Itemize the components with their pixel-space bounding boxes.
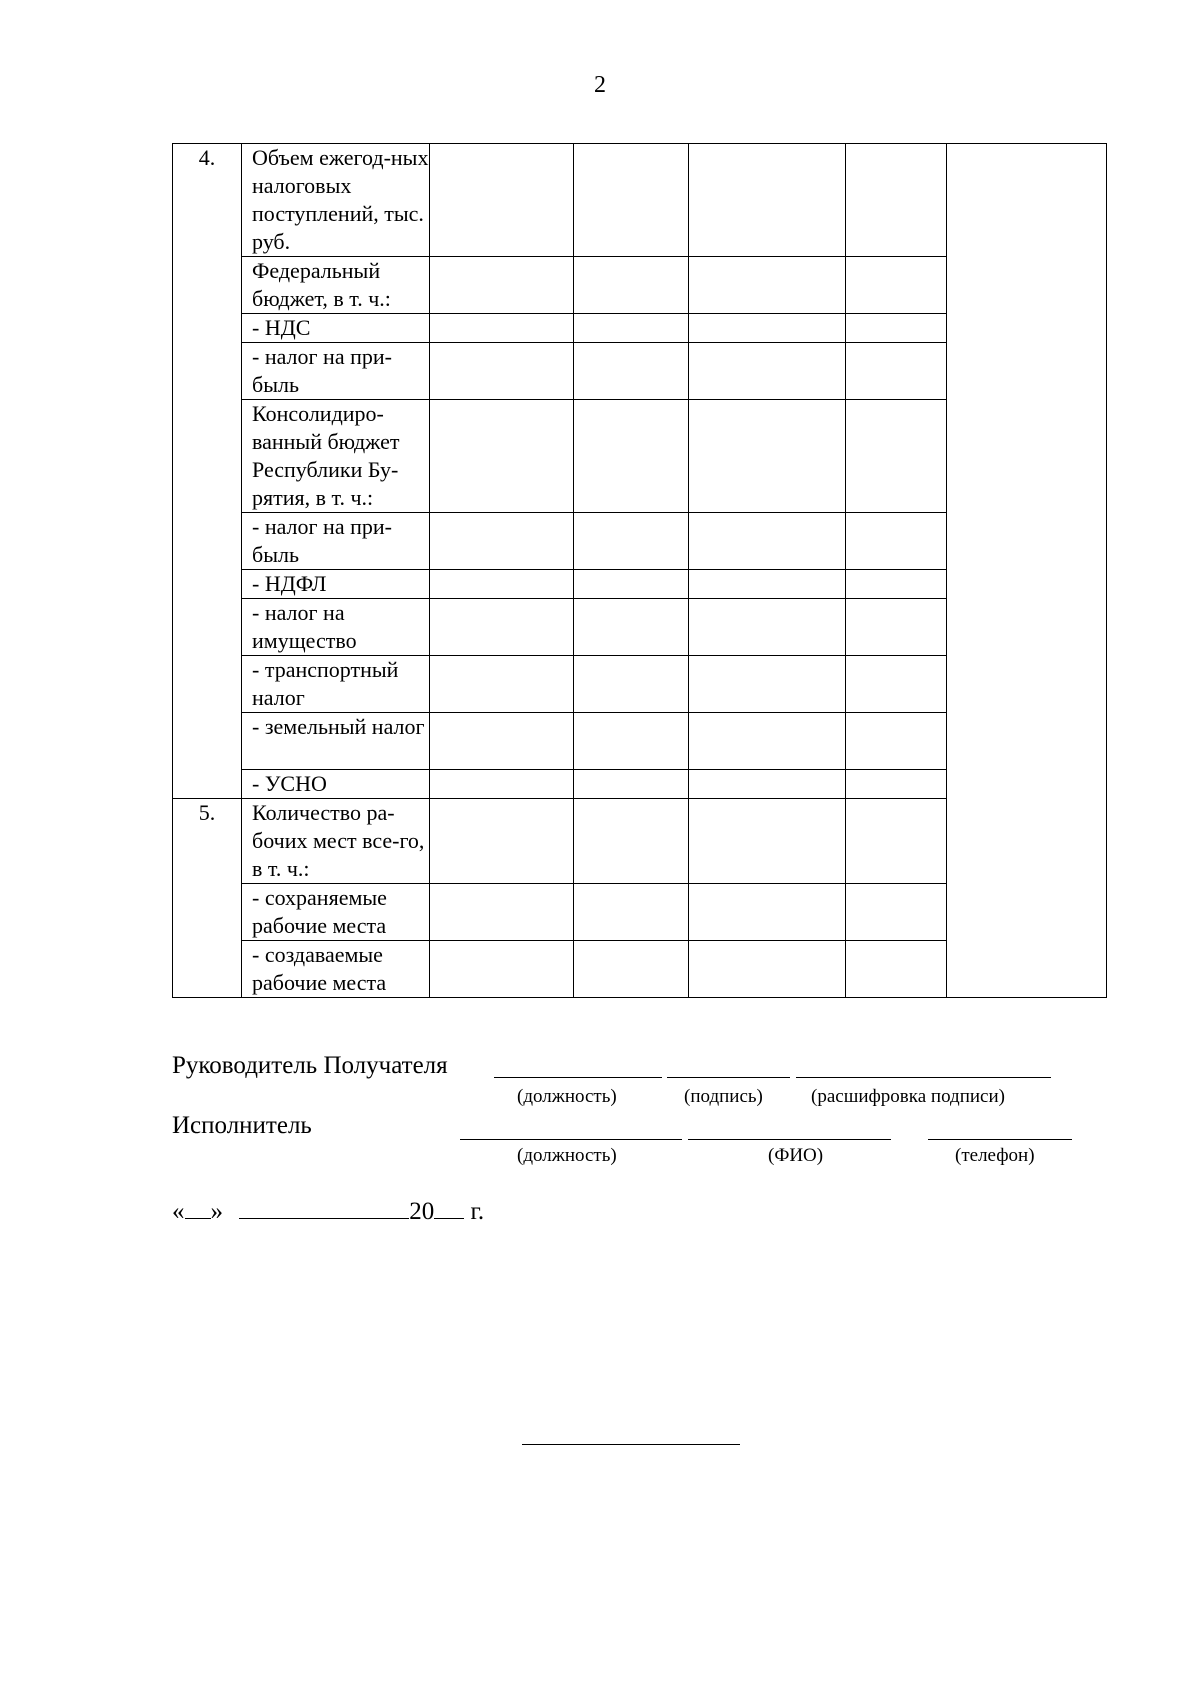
head-signature-caption: (подпись) (684, 1086, 763, 1107)
table-cell[interactable] (574, 513, 689, 570)
table-cell[interactable] (689, 257, 846, 314)
executor-phone-field[interactable] (928, 1139, 1072, 1140)
table-cell[interactable] (846, 884, 947, 941)
table-cell[interactable] (574, 257, 689, 314)
row-label: - налог на при-быль (242, 343, 430, 400)
head-position-caption: (должность) (517, 1086, 617, 1107)
executor-name-caption: (ФИО) (768, 1145, 824, 1166)
table-cell[interactable] (574, 770, 689, 799)
table-cell[interactable] (574, 799, 689, 884)
executor-name-field[interactable] (688, 1139, 891, 1140)
table-cell[interactable] (574, 941, 689, 998)
table-cell[interactable] (574, 314, 689, 343)
table-cell[interactable] (689, 799, 846, 884)
table-cell[interactable] (574, 599, 689, 656)
tax-revenue-table (172, 143, 1107, 998)
row-label: - сохраняемые рабочие места (242, 884, 430, 941)
row-label: Федеральный бюджет, в т. ч.: (242, 257, 430, 314)
table-cell[interactable] (430, 144, 574, 257)
day-field[interactable] (185, 1198, 211, 1219)
row-label: - НДС (242, 314, 430, 343)
row-label: Консолидиро-ванный бюджет Республики Бу-рятия, в т. ч.: (242, 400, 430, 513)
row-label: - создаваемые рабочие места (242, 941, 430, 998)
table-cell[interactable] (689, 570, 846, 599)
table-cell[interactable] (430, 513, 574, 570)
table-cell[interactable] (846, 770, 947, 799)
table-cell[interactable] (430, 656, 574, 713)
table-cell[interactable] (846, 400, 947, 513)
table-cell[interactable] (846, 144, 947, 257)
row-number: 5. (173, 799, 242, 998)
row-label: - транспортный налог (242, 656, 430, 713)
table-cell[interactable] (947, 144, 1107, 998)
row-label: Количество ра-бочих мест все-го, в т. ч.: (242, 799, 430, 884)
table-cell[interactable] (430, 343, 574, 400)
page-number: 2 (594, 72, 606, 98)
table-cell[interactable] (574, 713, 689, 770)
table-cell[interactable] (689, 884, 846, 941)
row-label: - УСНО (242, 770, 430, 799)
table-cell[interactable] (574, 400, 689, 513)
head-name-caption: (расшифровка подписи) (811, 1086, 1005, 1107)
table-cell[interactable] (689, 343, 846, 400)
table-cell[interactable] (430, 941, 574, 998)
month-field[interactable] (239, 1198, 409, 1219)
year-field[interactable] (434, 1198, 464, 1219)
open-quote: « (172, 1198, 185, 1225)
table-cell[interactable] (846, 656, 947, 713)
table-cell[interactable] (430, 799, 574, 884)
table-cell[interactable] (574, 656, 689, 713)
row-label: - земельный налог (242, 713, 430, 770)
table-cell[interactable] (430, 599, 574, 656)
executor-position-field[interactable] (460, 1139, 682, 1140)
table-cell[interactable] (689, 656, 846, 713)
table-row (173, 144, 1107, 257)
executor-phone-caption: (телефон) (955, 1145, 1035, 1166)
table-cell[interactable] (846, 799, 947, 884)
executor-position-caption: (должность) (517, 1145, 617, 1166)
table-cell[interactable] (689, 770, 846, 799)
table-cell[interactable] (689, 144, 846, 257)
table-cell[interactable] (846, 941, 947, 998)
close-quote: » (210, 1198, 223, 1225)
table-cell[interactable] (574, 144, 689, 257)
year-prefix: 20 (409, 1198, 435, 1225)
table-cell[interactable] (689, 713, 846, 770)
table-cell[interactable] (846, 570, 947, 599)
table-cell[interactable] (430, 770, 574, 799)
table-cell[interactable] (846, 343, 947, 400)
table-cell[interactable] (689, 400, 846, 513)
table-cell[interactable] (846, 314, 947, 343)
table-cell[interactable] (689, 513, 846, 570)
table-cell[interactable] (689, 314, 846, 343)
table-cell[interactable] (574, 884, 689, 941)
year-suffix: г. (470, 1198, 485, 1225)
row-label: - налог на имущество (242, 599, 430, 656)
row-label: - налог на при-быль (242, 513, 430, 570)
head-signature-label: Руководитель Получателя (172, 1052, 448, 1079)
row-label: Объем ежегод-ных налоговых поступлений, тыс. руб. (242, 144, 430, 257)
table-cell[interactable] (430, 400, 574, 513)
table-cell[interactable] (430, 314, 574, 343)
table-cell[interactable] (574, 343, 689, 400)
table-cell[interactable] (430, 713, 574, 770)
table-cell[interactable] (689, 599, 846, 656)
table-cell[interactable] (846, 599, 947, 656)
row-number: 4. (173, 144, 242, 799)
row-label: - НДФЛ (242, 570, 430, 599)
executor-label: Исполнитель (172, 1112, 312, 1139)
table-cell[interactable] (430, 884, 574, 941)
head-signature-field[interactable] (667, 1077, 790, 1078)
table-cell[interactable] (430, 570, 574, 599)
table-cell[interactable] (846, 513, 947, 570)
head-name-field[interactable] (796, 1077, 1051, 1078)
table-cell[interactable] (430, 257, 574, 314)
table-cell[interactable] (574, 570, 689, 599)
table-cell[interactable] (689, 941, 846, 998)
date-line (172, 1198, 484, 1226)
head-position-field[interactable] (494, 1077, 662, 1078)
table-cell[interactable] (846, 257, 947, 314)
end-of-document-rule (522, 1444, 740, 1445)
table-cell[interactable] (846, 713, 947, 770)
